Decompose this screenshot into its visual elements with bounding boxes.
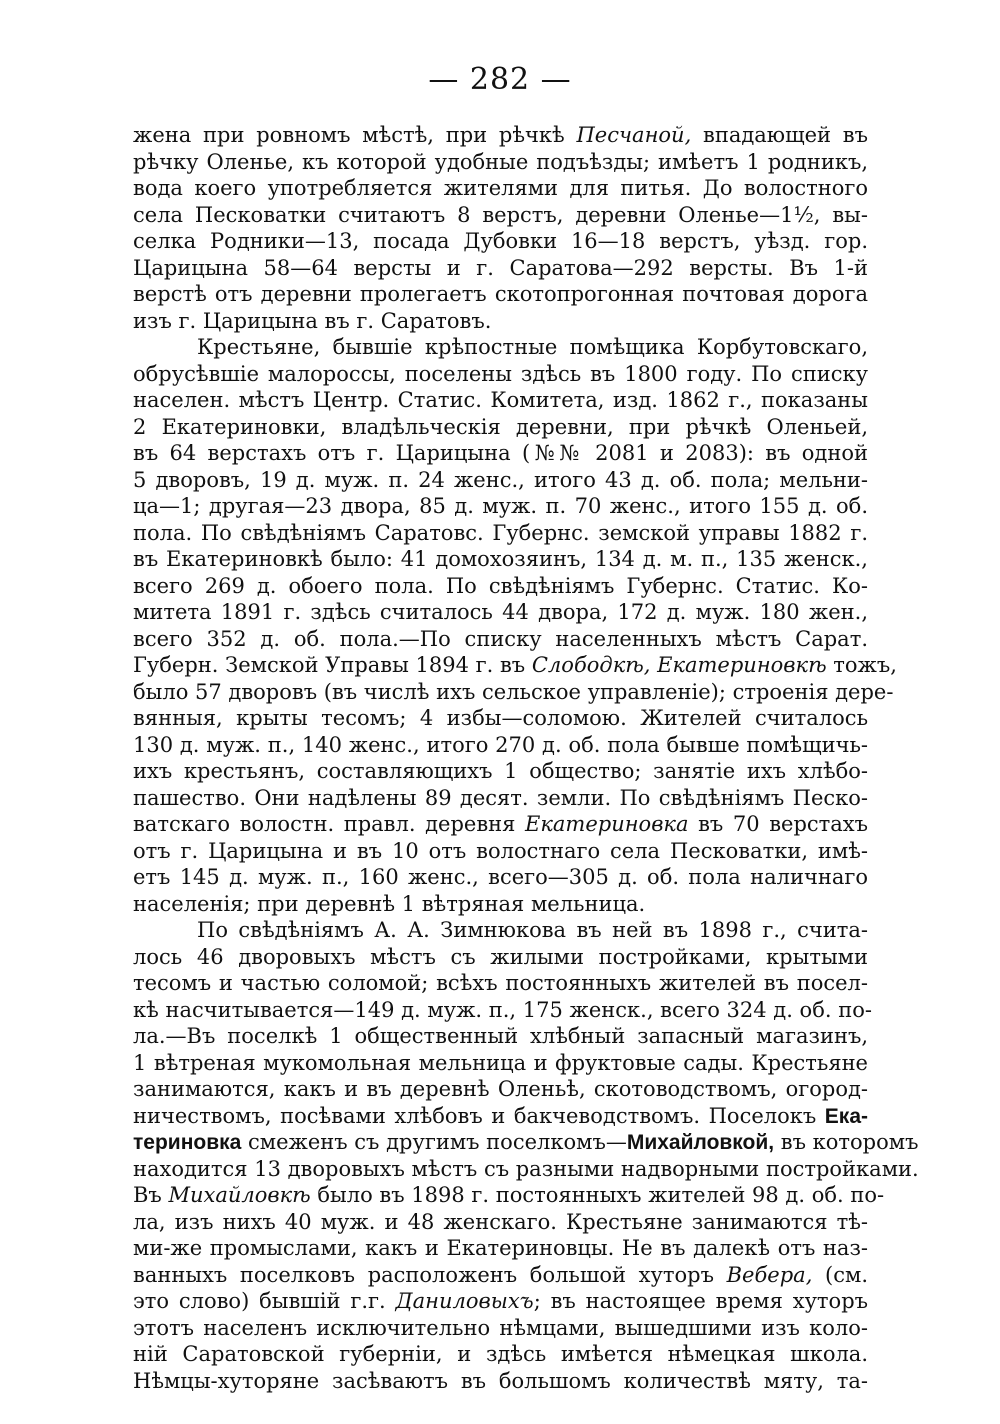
- text-line: ихъ крестьянъ, составляющихъ 1 общество; занятіе ихъ хлѣбо-: [133, 759, 868, 783]
- text-line: тесомъ и частью соломой; всѣхъ постоянныхъ жителей въ посел-: [133, 971, 868, 995]
- text-line: кѣ насчитывается—149 д. муж. п., 175 женск., всего 324 д. об. по-: [133, 997, 872, 1022]
- text-line: 2 Екатериновки, владѣльческія деревни, при рѣчкѣ Оленьей,: [133, 414, 868, 439]
- text-line: митета 1891 г. здѣсь считалось 44 двора, 172 д. муж. 180 жен.,: [133, 600, 868, 624]
- place-name-ekaterinovka: Екатериновка: [525, 812, 689, 836]
- text-line: вода коего употребляется жителями для питья. До волостного: [133, 176, 868, 200]
- place-name-slobodka: Слободкѣ, Екатериновкѣ: [531, 653, 827, 677]
- text-line: въ 64 верстахъ отъ г. Царицына (№№ 2081 и 2083): въ одной: [133, 441, 868, 465]
- text-line: въ Екатериновкѣ было: 41 домохозяинъ, 134 д. м. п., 135 женск.,: [133, 547, 868, 571]
- text-line: етъ 145 д. муж. п., 160 женс., всего—305 д. об. пола наличнаго: [133, 865, 868, 889]
- text-line: населенія; при деревнѣ 1 вѣтряная мельница.: [133, 891, 646, 916]
- text-line: Нѣмцы-хуторяне засѣваютъ въ большомъ количествѣ мяту, та-: [133, 1368, 868, 1393]
- text-line: населен. мѣстъ Центр. Статис. Комитета, изд. 1862 г., показаны: [133, 388, 868, 412]
- page-number: — 282 —: [428, 62, 572, 97]
- text-line: занимаются, какъ и въ деревнѣ Оленьѣ, скотоводствомъ, огород-: [133, 1077, 868, 1101]
- place-name-ekaterinovka-bold: Ека-: [824, 1104, 868, 1128]
- text-line: изъ г. Царицына въ г. Саратовъ.: [133, 308, 492, 333]
- text-line: селка Родники—13, посада Дубовки 16—18 верстъ, уѣзд. гор.: [133, 229, 868, 253]
- text-line: всего 269 д. обоего пола. По свѣдѣніямъ Губернс. Статис. Ко-: [133, 573, 868, 598]
- text-line: пашество. Они надѣлены 89 десят. земли. По свѣдѣніямъ Песко-: [133, 785, 868, 810]
- name-danilovykh: Даниловыхъ: [395, 1289, 534, 1313]
- text-line: обрусѣвшіе малороссы, поселены здѣсь въ 1800 году. По списку: [133, 361, 868, 386]
- text-line: отъ г. Царицына и въ 10 отъ волостнаго села Песковатки, имѣ-: [133, 838, 868, 863]
- text-line: ничествомъ, посѣвами хлѣбовъ и бакчеводствомъ. Поселокъ Ека-: [133, 1103, 868, 1128]
- text-line: 1 вѣтреная мукомольная мельница и фруктовые сады. Крестьяне: [133, 1050, 868, 1075]
- text-line: пола. По свѣдѣніямъ Саратовс. Губернс. земской управы 1882 г.: [133, 520, 868, 545]
- text-line: ми-же промыслами, какъ и Екатериновцы. Не въ далекѣ отъ наз-: [133, 1236, 868, 1260]
- text-line: этотъ населенъ исключительно нѣмцами, вышедшими изъ коло-: [133, 1315, 868, 1340]
- text-line: всего 352 д. об. пола.—По списку населенныхъ мѣстъ Сарат.: [133, 626, 868, 651]
- text-line: верстѣ отъ деревни пролегаетъ скотопрогонная почтовая дорога: [133, 282, 868, 306]
- paragraph-start: Крестьяне, бывшіе крѣпостные помѣщика Корбутовскаго,: [197, 335, 868, 359]
- text-line: 5 дворовъ, 19 д. муж. п. 24 женс., итого 43 д. об. пола; мельни-: [133, 467, 868, 492]
- text-line: это слово) бывшій г.г. Даниловыхъ; въ настоящее время хуторъ: [133, 1289, 868, 1313]
- paragraph-start: По свѣдѣніямъ А. А. Зимнюкова въ ней въ 1898 г., счита-: [197, 918, 868, 942]
- text-line: ванныхъ поселковъ расположенъ большой хуторъ Вебера, (см.: [133, 1262, 868, 1287]
- text-line: рѣчку Оленье, къ которой удобные подъѣзды; имѣетъ 1 родникъ,: [133, 149, 868, 174]
- text-line: ца—1; другая—23 двора, 85 д. муж. п. 70 женс., итого 155 д. об.: [133, 494, 868, 518]
- text-line: ній Саратовской губерніи, и здѣсь имѣется нѣмецкая школа.: [133, 1342, 868, 1366]
- body-text: [133, 122, 919, 1394]
- text-line: Царицына 58—64 версты и г. Саратова—292 версты. Въ 1-й: [133, 255, 868, 280]
- text-line: 130 д. муж. п., 140 женс., итого 270 д. об. пола бывше помѣщичь-: [133, 732, 868, 757]
- text-line: териновка смеженъ съ другимъ поселкомъ—Михайловкой, въ которомъ: [133, 1130, 919, 1154]
- place-name-vebera: Вебера,: [726, 1262, 813, 1287]
- text-line: ла, изъ нихъ 40 муж. и 48 женскаго. Крестьяне занимаются тѣ-: [133, 1209, 868, 1234]
- text-line: села Песковатки считаютъ 8 верстъ, деревни Оленье—1½, вы-: [133, 202, 868, 227]
- text-line: было 57 дворовъ (въ числѣ ихъ сельское управленіе); строенія дере-: [133, 679, 894, 704]
- place-name-mikhailovka: Михайловкѣ: [168, 1183, 311, 1207]
- place-name-mikhailovka-bold: Михайловкой,: [626, 1131, 775, 1154]
- text-line: Губерн. Земской Управы 1894 г. въ Слободкѣ, Екатериновкѣ тожъ,: [133, 653, 897, 677]
- text-line: вянныя, крыты тесомъ; 4 избы—соломою. Жителей считалось: [133, 706, 868, 730]
- text-line: находится 13 дворовыхъ мѣстъ съ разными надворными постройками.: [133, 1156, 919, 1181]
- place-name-peschanaya: Песчаной,: [576, 123, 692, 147]
- text-line: ватскаго волостн. правл. деревня Екатериновка въ 70 верстахъ: [133, 812, 868, 836]
- text-line: жена при ровномъ мѣстѣ, при рѣчкѣ Песчаной, впадающей въ: [133, 123, 868, 147]
- text-line: лось 46 дворовыхъ мѣстъ съ жилыми постройками, крытыми: [133, 944, 868, 969]
- text-line: Въ Михайловкѣ было въ 1898 г. постоянныхъ жителей 98 д. об. по-: [133, 1183, 885, 1207]
- text-line: ла.—Въ поселкѣ 1 общественный хлѣбный запасный магазинъ,: [133, 1024, 868, 1048]
